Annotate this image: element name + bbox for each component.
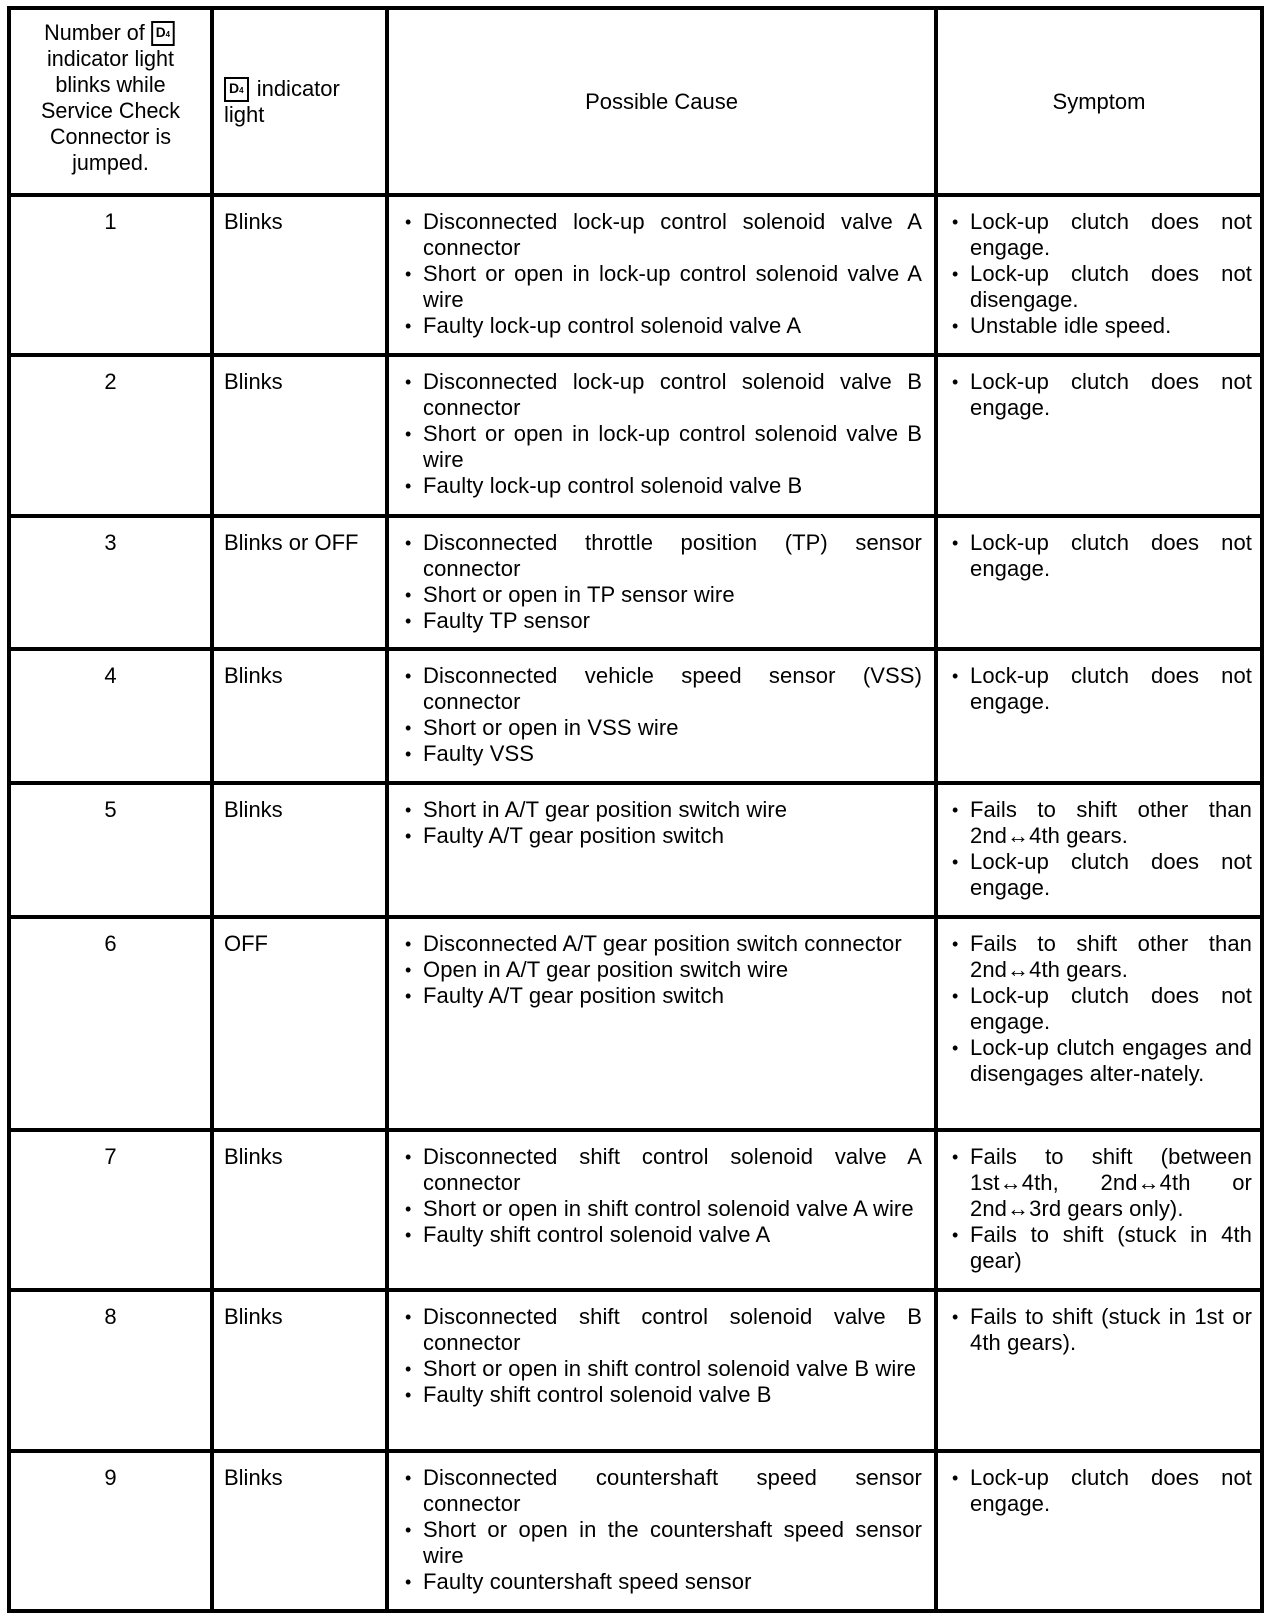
indicator-status-cell: Blinks bbox=[212, 783, 387, 917]
blink-count-cell: 8 bbox=[9, 1290, 212, 1451]
symptom-list bbox=[950, 1144, 1252, 1274]
cause-item: • Short or open in shift control solenoid valve A wire bbox=[403, 1196, 922, 1222]
possible-cause-cell bbox=[387, 195, 936, 355]
symptom-cell bbox=[936, 783, 1262, 917]
cause-item: • Disconnected lock-up control solenoid valve B connector bbox=[403, 369, 922, 421]
symptom-item: • Fails to shift (stuck in 4th gear) bbox=[950, 1222, 1252, 1274]
cause-item: • Disconnected shift control solenoid valve B connector bbox=[403, 1304, 922, 1356]
troubleshooting-table bbox=[7, 6, 1264, 1613]
table-row bbox=[9, 355, 1262, 516]
symptom-list bbox=[950, 931, 1252, 1087]
cause-item: • Short in A/T gear position switch wire bbox=[403, 797, 922, 823]
indicator-status-cell: Blinks bbox=[212, 1130, 387, 1290]
symptom-item: • Lock-up clutch engages and disengages alter-nately. bbox=[950, 1035, 1252, 1087]
cause-item: • Disconnected vehicle speed sensor (VSS) connector bbox=[403, 663, 922, 715]
cause-list bbox=[403, 1144, 922, 1248]
symptom-item: • Fails to shift other than 2nd↔4th gears. bbox=[950, 931, 1252, 983]
cause-item: • Disconnected lock-up control solenoid valve A connector bbox=[403, 209, 922, 261]
blink-count-cell: 3 bbox=[9, 516, 212, 649]
possible-cause-cell bbox=[387, 516, 936, 649]
header-blink-count-prefix: Number of bbox=[44, 20, 145, 45]
header-indicator-light bbox=[212, 8, 387, 195]
symptom-cell bbox=[936, 917, 1262, 1130]
indicator-status-cell: OFF bbox=[212, 917, 387, 1130]
header-blink-count bbox=[9, 8, 212, 195]
header-row bbox=[9, 8, 1262, 195]
blink-count-cell: 9 bbox=[9, 1451, 212, 1611]
indicator-status-cell: Blinks bbox=[212, 355, 387, 516]
symptom-cell bbox=[936, 1451, 1262, 1611]
table-row bbox=[9, 1130, 1262, 1290]
cause-item: • Short or open in the countershaft speed sensor wire bbox=[403, 1517, 922, 1569]
indicator-status-cell: Blinks or OFF bbox=[212, 516, 387, 649]
cause-item: • Disconnected countershaft speed sensor connector bbox=[403, 1465, 922, 1517]
header-possible-cause: Possible Cause bbox=[387, 8, 936, 195]
possible-cause-cell bbox=[387, 917, 936, 1130]
symptom-cell bbox=[936, 649, 1262, 783]
cause-item: • Faulty lock-up control solenoid valve B bbox=[403, 473, 922, 499]
table-row bbox=[9, 649, 1262, 783]
possible-cause-cell bbox=[387, 783, 936, 917]
cause-list bbox=[403, 797, 922, 849]
cause-item: • Short or open in VSS wire bbox=[403, 715, 922, 741]
symptom-item: • Lock-up clutch does not engage. bbox=[950, 530, 1252, 582]
cause-list bbox=[403, 530, 922, 634]
indicator-status-cell: Blinks bbox=[212, 1290, 387, 1451]
possible-cause-cell bbox=[387, 355, 936, 516]
possible-cause-cell bbox=[387, 1130, 936, 1290]
cause-list bbox=[403, 369, 922, 499]
cause-item: • Open in A/T gear position switch wire bbox=[403, 957, 922, 983]
symptom-cell bbox=[936, 516, 1262, 649]
cause-list bbox=[403, 209, 922, 339]
cause-item: • Faulty countershaft speed sensor bbox=[403, 1569, 922, 1595]
cause-item: • Faulty shift control solenoid valve A bbox=[403, 1222, 922, 1248]
symptom-item: • Lock-up clutch does not engage. bbox=[950, 209, 1252, 261]
cause-item: • Faulty lock-up control solenoid valve A bbox=[403, 313, 922, 339]
blink-count-cell: 7 bbox=[9, 1130, 212, 1290]
table-row bbox=[9, 917, 1262, 1130]
symptom-cell bbox=[936, 195, 1262, 355]
symptom-cell bbox=[936, 1290, 1262, 1451]
indicator-status-cell: Blinks bbox=[212, 649, 387, 783]
cause-item: • Faulty A/T gear position switch bbox=[403, 823, 922, 849]
cause-list bbox=[403, 663, 922, 767]
symptom-item: • Lock-up clutch does not engage. bbox=[950, 849, 1252, 901]
indicator-status-cell: Blinks bbox=[212, 1451, 387, 1611]
symptom-list bbox=[950, 369, 1252, 421]
cause-item: • Faulty A/T gear position switch bbox=[403, 983, 922, 1009]
d4-indicator-icon: D4 bbox=[224, 77, 249, 102]
blink-count-cell: 2 bbox=[9, 355, 212, 516]
possible-cause-cell bbox=[387, 649, 936, 783]
symptom-item: • Lock-up clutch does not disengage. bbox=[950, 261, 1252, 313]
symptom-item: • Lock-up clutch does not engage. bbox=[950, 1465, 1252, 1517]
blink-count-cell: 4 bbox=[9, 649, 212, 783]
symptom-list bbox=[950, 663, 1252, 715]
cause-item: • Faulty VSS bbox=[403, 741, 922, 767]
cause-list bbox=[403, 1465, 922, 1595]
d4-indicator-icon: D4 bbox=[151, 21, 175, 46]
indicator-status-cell: Blinks bbox=[212, 195, 387, 355]
symptom-item: • Fails to shift (stuck in 1st or 4th gears). bbox=[950, 1304, 1252, 1356]
blink-count-cell: 1 bbox=[9, 195, 212, 355]
table-row bbox=[9, 1451, 1262, 1611]
cause-item: • Disconnected shift control solenoid valve A connector bbox=[403, 1144, 922, 1196]
symptom-item: • Lock-up clutch does not engage. bbox=[950, 369, 1252, 421]
symptom-list bbox=[950, 530, 1252, 582]
cause-list bbox=[403, 1304, 922, 1408]
symptom-item: • Unstable idle speed. bbox=[950, 313, 1252, 339]
cause-item: • Disconnected throttle position (TP) sensor connector bbox=[403, 530, 922, 582]
symptom-list bbox=[950, 1465, 1252, 1517]
cause-item: • Faulty TP sensor bbox=[403, 608, 922, 634]
table-row bbox=[9, 516, 1262, 649]
cause-item: • Short or open in lock-up control solenoid valve B wire bbox=[403, 421, 922, 473]
symptom-list bbox=[950, 1304, 1252, 1356]
cause-item: • Disconnected A/T gear position switch connector bbox=[403, 931, 922, 957]
cause-item: • Short or open in lock-up control solenoid valve A wire bbox=[403, 261, 922, 313]
table-row bbox=[9, 1290, 1262, 1451]
symptom-item: • Lock-up clutch does not engage. bbox=[950, 663, 1252, 715]
table-row bbox=[9, 783, 1262, 917]
cause-list bbox=[403, 931, 922, 1009]
cause-item: • Faulty shift control solenoid valve B bbox=[403, 1382, 922, 1408]
header-blink-count-suffix: indicator light blinks while Service Check Connector is jumped. bbox=[40, 46, 181, 175]
symptom-list bbox=[950, 209, 1252, 339]
possible-cause-cell bbox=[387, 1451, 936, 1611]
table-row bbox=[9, 195, 1262, 355]
symptom-item: • Fails to shift other than 2nd↔4th gears. bbox=[950, 797, 1252, 849]
symptom-cell bbox=[936, 355, 1262, 516]
header-indicator-light-label: indicator light bbox=[224, 75, 340, 127]
table-body bbox=[9, 195, 1262, 1611]
symptom-item: • Fails to shift (between 1st↔4th, 2nd↔4th or 2nd↔3rd gears only). bbox=[950, 1144, 1252, 1222]
blink-count-cell: 5 bbox=[9, 783, 212, 917]
blink-count-cell: 6 bbox=[9, 917, 212, 1130]
symptom-cell bbox=[936, 1130, 1262, 1290]
symptom-item: • Lock-up clutch does not engage. bbox=[950, 983, 1252, 1035]
possible-cause-cell bbox=[387, 1290, 936, 1451]
cause-item: • Short or open in shift control solenoid valve B wire bbox=[403, 1356, 922, 1382]
cause-item: • Short or open in TP sensor wire bbox=[403, 582, 922, 608]
header-symptom: Symptom bbox=[936, 8, 1262, 195]
symptom-list bbox=[950, 797, 1252, 901]
